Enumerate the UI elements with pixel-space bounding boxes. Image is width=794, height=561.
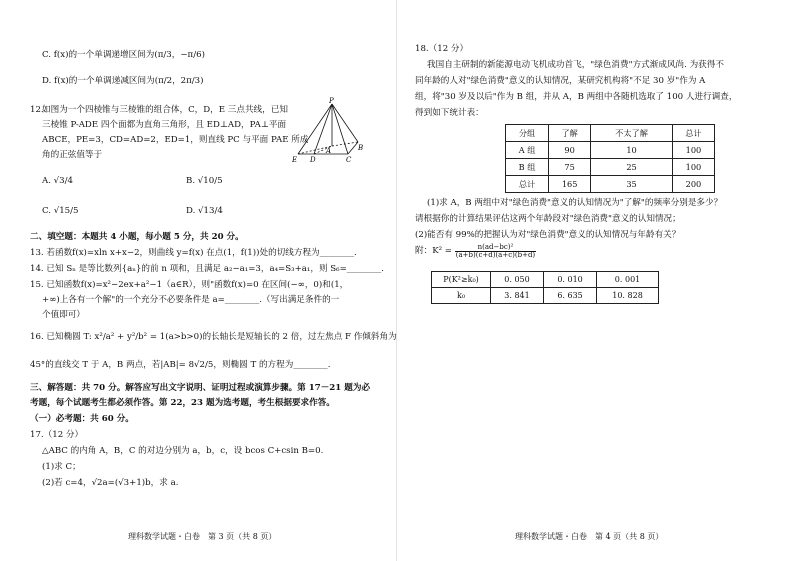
stat-cell: 25 (591, 159, 673, 176)
q11-option-c-text: C. f(x)的一个单调递增区间为(π/3，−π/6) (42, 50, 205, 60)
q12-number: 12. (30, 105, 44, 115)
crit-cell: 10. 828 (597, 288, 659, 304)
fig-label-p: P (329, 97, 334, 105)
q18-line-3: 组，将"30 岁及以后"作为 B 组，并从 A，B 两组中各随机选取了 100 人进行调查， (415, 92, 738, 102)
crit-row-p (432, 272, 659, 288)
crit-cell: 0. 050 (491, 272, 544, 288)
q18-line-4: 得到如下统计表： (415, 108, 484, 118)
stat-row-a (506, 142, 715, 159)
q18-question-1a: (1)求 A，B 两组中对"绿色消费"意义的认知情况为"了解"的频率分别是多少？ (427, 198, 723, 208)
q18-line-2: 同年龄的人对"绿色消费"意义的认知情况，某研究机构将"不足 30 岁"作为 A (415, 76, 706, 86)
section-3-line-1: 三、解答题：共 70 分。解答应写出文字说明、证明过程或演算步骤。第 17－21 题为必 (30, 383, 371, 393)
stat-cell: A 组 (506, 142, 549, 159)
q12-option-c: C. √15/5 (42, 206, 79, 216)
crit-cell: 0. 001 (597, 272, 659, 288)
k2-formula (415, 244, 536, 259)
fig-label-e: E (292, 156, 298, 164)
stat-cell: 总计 (506, 176, 549, 193)
q17-line-1: △ABC 的内角 A，B，C 的对边分别为 a，b，c，设 bcos C+csin B=0. (42, 446, 324, 456)
q18-head: 18.（12 分） (415, 44, 469, 54)
q12-line-1: 如图为一个四棱锥与三棱锥的组合体，C，D，E 三点共线，已知 (42, 105, 288, 115)
stat-cell: 90 (549, 142, 591, 159)
stat-cell: 10 (591, 142, 673, 159)
q12-option-b: B. √10/5 (186, 176, 223, 186)
stat-cell: 200 (672, 176, 714, 193)
q18-line-1: 我国自主研制的新能源电动飞机成功首飞，"绿色消费"方式渐成风尚. 为获得不 (427, 60, 724, 70)
q14-text: 14. 已知 Sₙ 是等比数列{aₙ}的前 n 项和，且满足 a₂−a₁=3，a₄=S₃+a₁，则 S₆=________. (30, 264, 384, 274)
statistics-table (505, 124, 715, 193)
q11-option-c (42, 50, 205, 61)
stat-row-b (506, 159, 715, 176)
crit-cell: 3. 841 (491, 288, 544, 304)
formula-numerator: n(ad−bc)² (455, 244, 536, 252)
q15-line-3: 个值即可） (42, 310, 85, 320)
crit-row-k (432, 288, 659, 304)
q16-line-2: 45°的直线交 T 于 A，B 两点，若|AB|= 8√2/5，则椭圆 T 的方程为________. (30, 360, 331, 370)
stat-cell: B 组 (506, 159, 549, 176)
q11-option-d-text: D. f(x)的一个单调递减区间为(π/2，2π/3) (42, 76, 204, 86)
stat-header-cell: 分组 (506, 125, 549, 142)
stat-cell: 35 (591, 176, 673, 193)
right-page (397, 0, 794, 561)
pyramid-figure (292, 96, 364, 164)
q12-line-2: 三棱锥 P-ADE 四个面都为直角三角形，且 ED⊥AD，PA⊥平面 (42, 120, 287, 130)
q12-option-d: D. √13/4 (186, 206, 223, 216)
stat-cell: 100 (672, 142, 714, 159)
stat-header-cell: 总计 (672, 125, 714, 142)
stat-header-cell: 不太了解 (591, 125, 673, 142)
fig-label-d: D (310, 156, 316, 164)
fig-label-a: A (326, 147, 332, 155)
q12-option-a: A. √3/4 (42, 176, 73, 186)
stat-header-row (506, 125, 715, 142)
q16-line-1: 16. 已知椭圆 T: x²/a² + y²/b² = 1(a>b>0)的长轴长是短轴长的 2 倍，过左焦点 F 作倾斜角为 (30, 332, 397, 342)
q15-line-1: 15. 已知函数f(x)=x²−2ex+a²−1（a∈R），则"函数f(x)=0 在区间(−∞，0)和(1， (30, 280, 349, 290)
q13-text: 13. 若函数f(x)=xln x+x−2，则曲线 y=f(x) 在点(1，f(1))处的切线方程为________. (30, 248, 357, 258)
formula-denominator: (a+b)(c+d)(a+c)(b+d) (455, 251, 536, 259)
crit-label: k₀ (432, 288, 491, 304)
crit-cell: 6. 635 (544, 288, 597, 304)
q12-line-4: 角的正弦值等于 (42, 150, 103, 160)
formula-prefix: 附：K² = (415, 246, 452, 257)
fig-label-c: C (346, 156, 352, 164)
q11-option-d (42, 76, 204, 87)
q18-question-1b: 请根据你的计算结果评估这两个年龄段对"绿色消费"意义的认知情况； (415, 214, 681, 224)
q12-line-3: ABCE，PE=3，CD=AD=2，ED=1，则直线 PC 与平面 PAE 所成 (42, 135, 309, 145)
crit-label: P(K²≥k₀) (432, 272, 491, 288)
q17-line-2: (1)求 C； (42, 462, 81, 472)
section-3-line-2: 考题，每个试题考生都必须作答。第 22，23 题为选考题，考生根据要求作答。 (30, 398, 335, 408)
q18-question-2: (2)能否有 99%的把握认为对"绿色消费"意义的认知情况与年龄有关？ (415, 230, 681, 240)
formula-fraction (455, 244, 536, 259)
stat-cell: 75 (549, 159, 591, 176)
stat-cell: 100 (672, 159, 714, 176)
q17-head: 17.（12 分） (30, 430, 84, 440)
stat-row-total (506, 176, 715, 193)
crit-cell: 0. 010 (544, 272, 597, 288)
critical-value-table (431, 271, 659, 304)
left-footer: 理科数学试题・白卷 第 3 页（共 8 页） (128, 532, 277, 541)
q17-line-3: (2)若 c=4，√2a=(√3+1)b，求 a. (42, 478, 179, 488)
q15-line-2: +∞)上各有一个解"的一个充分不必要条件是 a=________.（写出满足条件的一 (42, 295, 340, 305)
section-2-heading: 二、填空题：本题共 4 小题，每小题 5 分，共 20 分。 (30, 232, 244, 242)
part-1-heading: （一）必考题：共 60 分。 (30, 414, 134, 424)
stat-cell: 165 (549, 176, 591, 193)
stat-header-cell: 了解 (549, 125, 591, 142)
right-footer: 理科数学试题・白卷 第 4 页（共 8 页） (515, 532, 664, 541)
fig-label-b: B (358, 144, 364, 152)
